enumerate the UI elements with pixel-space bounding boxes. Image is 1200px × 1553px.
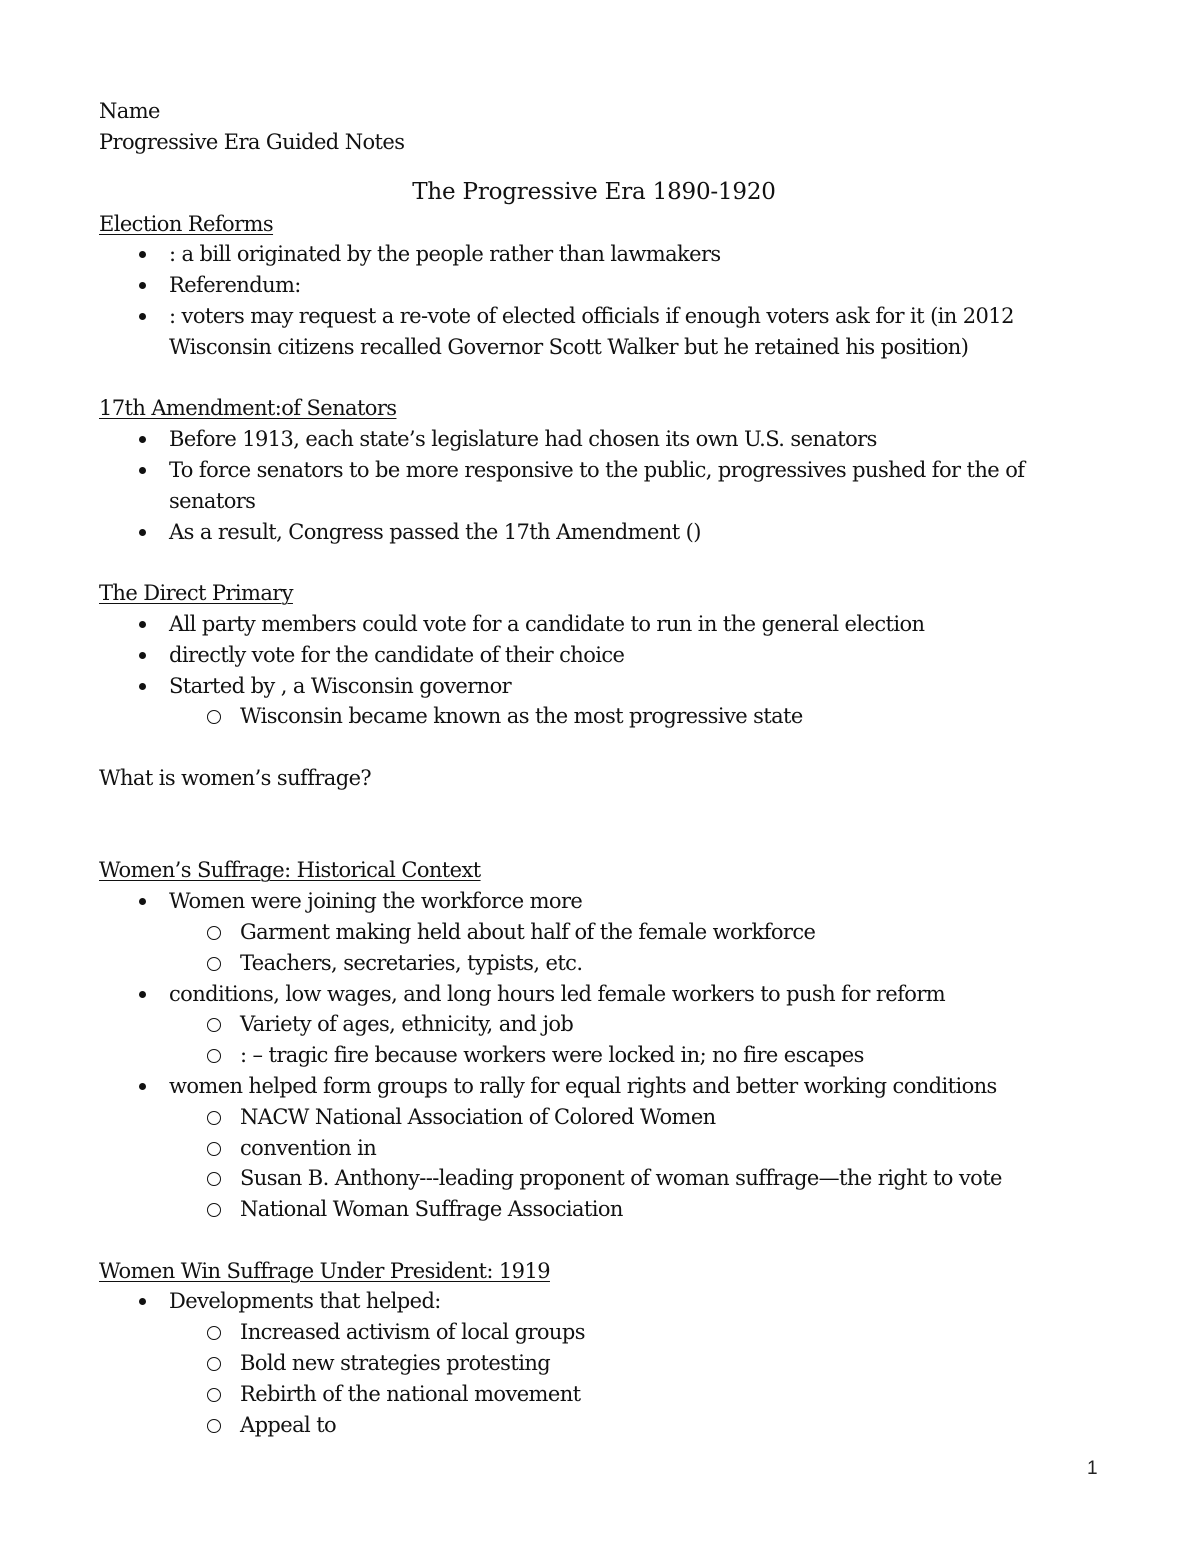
spacer	[99, 1225, 1099, 1256]
direct-primary-list	[99, 609, 1099, 732]
spacer	[99, 547, 1099, 578]
election-reforms-heading: Election Reforms	[99, 211, 274, 236]
sub-list-item: Increased activism of local groups	[99, 1317, 1099, 1348]
sub-list-item: Bold new strategies protesting	[99, 1348, 1099, 1379]
sub-list-item: NACW National Association of Colored Women	[99, 1102, 1099, 1133]
list-item: To force senators to be more responsive to the public, progressives pushed for the of senators	[99, 455, 1099, 517]
list-item: : voters may request a re-vote of elected officials if enough voters ask for it (in 2012 Wisconsin citizens recalled Governor Scott Walker but he retained his position)	[99, 301, 1099, 363]
document-subtitle: Progressive Era Guided Notes	[99, 129, 405, 154]
list-item: All party members could vote for a candidate to run in the general election	[99, 609, 1099, 640]
spacer	[99, 732, 1099, 763]
sub-list-item: Rebirth of the national movement	[99, 1379, 1099, 1410]
list-item: As a result, Congress passed the 17th Amendment ()	[99, 517, 1099, 548]
direct-primary-heading: The Direct Primary	[99, 581, 293, 606]
seventeenth-amendment-heading: 17th Amendment:of Senators	[99, 396, 397, 421]
historical-context-heading: Women’s Suffrage: Historical Context	[99, 858, 481, 883]
list-item: conditions, low wages, and long hours led female workers to push for reform	[99, 979, 1099, 1010]
list-item: Women were joining the workforce more	[99, 886, 1099, 917]
document-content	[99, 96, 1099, 1440]
sub-list-item: Variety of ages, ethnicity, and job	[99, 1009, 1099, 1040]
historical-context-list	[99, 886, 1099, 1225]
sub-list-item: Susan B. Anthony---leading proponent of woman suffrage—the right to vote	[99, 1163, 1099, 1194]
seventeenth-amendment-list	[99, 424, 1099, 547]
name-label: Name	[99, 99, 160, 123]
list-item: Before 1913, each state’s legislature had chosen its own U.S. senators	[99, 424, 1099, 455]
page-title: The Progressive Era 1890-1920	[412, 178, 776, 205]
sub-list-item: Appeal to	[99, 1410, 1099, 1441]
sub-list-item: National Woman Suffrage Association	[99, 1194, 1099, 1225]
list-item: Developments that helped:	[99, 1286, 1099, 1317]
election-reforms-list	[99, 239, 1099, 362]
win-suffrage-list	[99, 1286, 1099, 1440]
list-item: directly vote for the candidate of their choice	[99, 640, 1099, 671]
sub-list-item: Teachers, secretaries, typists, etc.	[99, 948, 1099, 979]
sub-list-item: Garment making held about half of the female workforce	[99, 917, 1099, 948]
win-suffrage-heading: Women Win Suffrage Under President: 1919	[99, 1258, 550, 1283]
question-text: What is women’s suffrage?	[99, 765, 372, 790]
sub-list-item: convention in	[99, 1133, 1099, 1164]
list-item: Started by , a Wisconsin governor	[99, 671, 1099, 702]
list-item: women helped form groups to rally for equal rights and better working conditions	[99, 1071, 1099, 1102]
sub-list-item: : – tragic fire because workers were locked in; no fire escapes	[99, 1040, 1099, 1071]
answer-space	[99, 794, 1099, 856]
sub-list-item: Wisconsin became known as the most progressive state	[99, 701, 1099, 732]
page-number: 1	[1087, 1458, 1098, 1479]
list-item: : a bill originated by the people rather than lawmakers	[99, 239, 1099, 270]
spacer	[99, 363, 1099, 394]
list-item: Referendum:	[99, 270, 1099, 301]
